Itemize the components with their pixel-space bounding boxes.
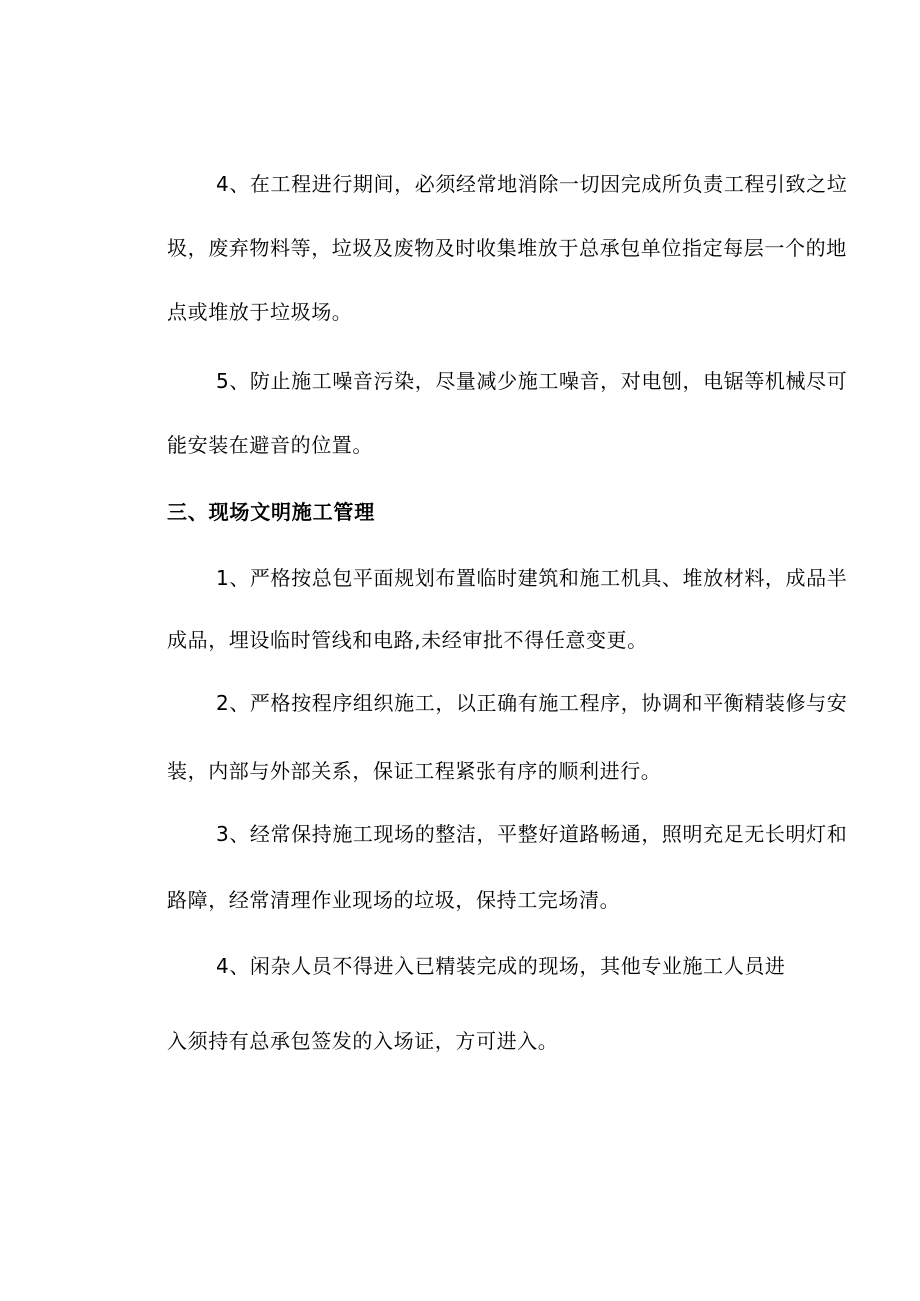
paragraph-5-line-2: 能安装在避音的位置。 — [167, 433, 373, 457]
item-4-line-1: 4、闲杂人员不得进入已精装完成的现场，其他专业施工人员进 — [216, 954, 786, 978]
item-1-line-1: 1、严格按总包平面规划布置临时建筑和施工机具、堆放材料，成品半 — [216, 566, 848, 590]
paragraph-5-line-1: 5、防止施工噪音污染，尽量减少施工噪音，对电刨，电锯等机械尽可 — [216, 369, 848, 393]
item-3-line-1: 3、经常保持施工现场的整洁，平整好道路畅通，照明充足无长明灯和 — [216, 822, 848, 846]
paragraph-4-line-1: 4、在工程进行期间，必须经常地消除一切因完成所负责工程引致之垃 — [216, 172, 848, 196]
item-4-line-2: 入须持有总承包签发的入场证，方可进入。 — [167, 1029, 559, 1053]
item-3-line-2: 路障，经常清理作业现场的垃圾，保持工完场清。 — [167, 888, 621, 912]
item-2-line-2: 装，内部与外部关系，保证工程紧张有序的顺利进行。 — [167, 759, 662, 783]
paragraph-4-line-2: 圾，废弃物料等，垃圾及废物及时收集堆放于总承包单位指定每层一个的地 — [167, 236, 847, 260]
item-2-line-1: 2、严格按程序组织施工，以正确有施工程序，协调和平衡精装修与安 — [216, 691, 848, 715]
section-heading: 三、现场文明施工管理 — [167, 500, 375, 524]
item-1-line-2: 成品，埋设临时管线和电路,未经审批不得任意变更。 — [167, 628, 648, 652]
paragraph-4-line-3: 点或堆放于垃圾场。 — [167, 300, 353, 324]
